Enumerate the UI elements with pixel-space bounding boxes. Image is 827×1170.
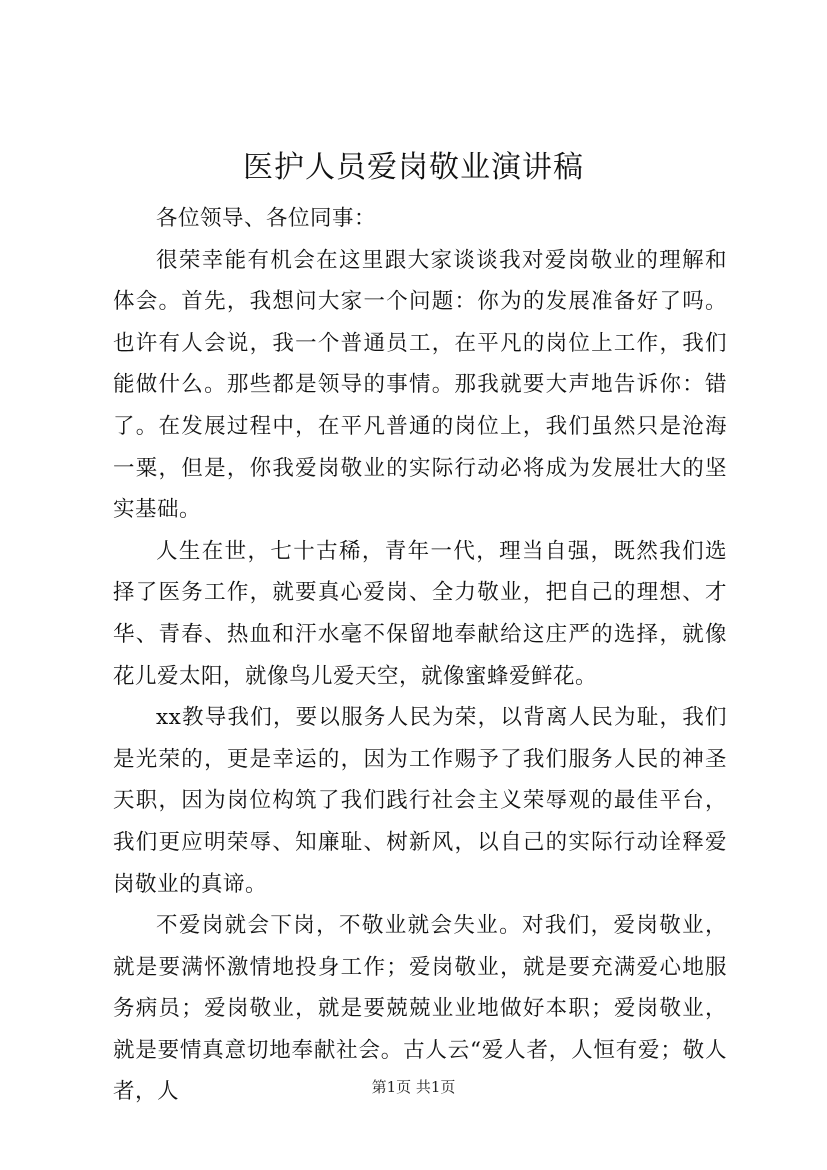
- paragraph-3: xx教导我们，要以服务人民为荣，以背离人民为耻，我们是光荣的，更是幸运的，因为工作赐予了我们服务人民的神圣天职，因为岗位构筑了我们践行社会主义荣辱观的最佳平台，我们更应明荣辱、知廉耻、树新风，以自己的实际行动诠释爱岗敬业的真谛。: [113, 705, 727, 897]
- document-body: [113, 198, 727, 1113]
- page-footer: 第1页 共1页: [371, 1078, 456, 1096]
- paragraph-1: 很荣幸能有机会在这里跟大家谈谈我对爱岗敬业的理解和体会。首先，我想问大家一个问题：你为的发展准备好了吗。也许有人会说，我一个普通员工，在平凡的岗位上工作，我们能做什么。那些都是领导的事情。那我就要大声地告诉你：错了。在发展过程中，在平凡普通的岗位上，我们虽然只是沧海一粟，但是，你我爱岗敬业的实际行动必将成为发展壮大的坚实基础。: [113, 247, 727, 523]
- paragraph-2: 人生在世，七十古稀，青年一代，理当自强，既然我们选择了医务工作，就要真心爱岗、全力敬业，把自己的理想、才华、青春、热血和汗水毫不保留地奉献给这庄严的选择，就像花儿爱太阳，就像鸟儿爱天空，就像蜜蜂爱鲜花。: [113, 538, 727, 689]
- salutation: 各位领导、各位同事：: [156, 206, 377, 231]
- paragraph-4: 不爱岗就会下岗，不敬业就会失业。对我们，爱岗敬业，就是要满怀激情地投身工作；爱岗敬业，就是要充满爱心地服务病员；爱岗敬业，就是要兢兢业业地做好本职；爱岗敬业，就是要情真意切地奉献社会。古人云“爱人者，人恒有爱；敬人者，人: [113, 913, 727, 1105]
- document-title: 医护人员爱岗敬业演讲稿: [243, 150, 584, 185]
